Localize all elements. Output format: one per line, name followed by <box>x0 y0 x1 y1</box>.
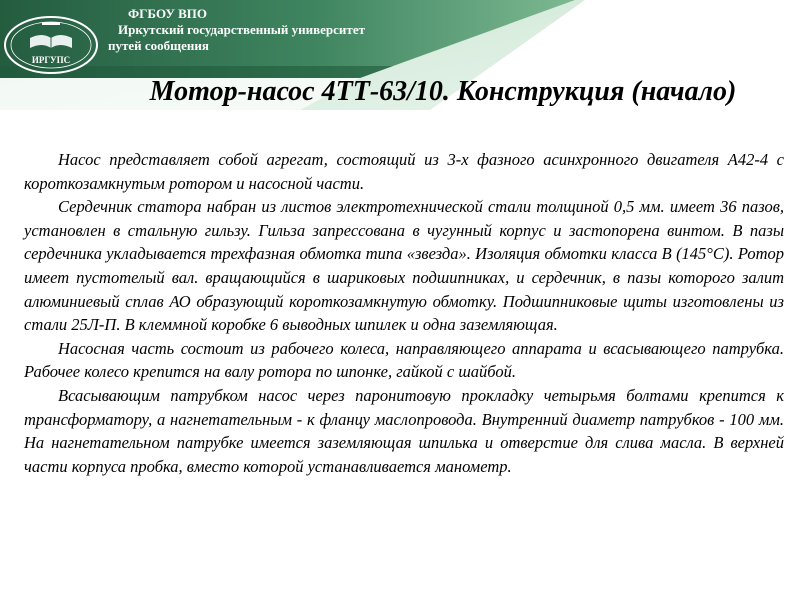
org-line-1: ФГБОУ ВПО <box>128 6 208 21</box>
org-line-2: Иркутский государственный университет <box>118 22 365 37</box>
university-logo <box>2 14 100 76</box>
organization-name <box>104 6 365 54</box>
paragraph-mounting: Всасывающим патрубком насос через паронитовую прокладку четырьмя болтами крепится к трансформатору, а нагнетательным - к фланцу маслопровода. Внутренний диаметр патрубков - 100 мм. На нагнетательном патрубке имеется заземляющая шпилька и отверстие для слива масла. В верхней части корпуса пробка, вместо которой устанавливается манометр. <box>24 385 784 476</box>
paragraph-pump-part: Насосная часть состоит из рабочего колеса, направляющего аппарата и всасывающего патрубка. Рабочее колесо крепится на валу ротора по шпонке, гайкой с шайбой. <box>24 338 784 382</box>
slide-title: Мотор-насос 4ТТ-63/10. Конструкция (начало) <box>149 76 737 107</box>
org-line-3: путей сообщения <box>108 38 209 53</box>
paragraph-intro: Насос представляет собой агрегат, состоящий из 3-х фазного асинхронного двигателя А42-4 с короткозамкнутым ротором и насосной части. <box>24 150 784 193</box>
university-emblem-icon <box>2 14 100 76</box>
slide-body <box>24 148 784 478</box>
logo-abbreviation: ИРГУПС <box>31 55 71 65</box>
paragraph-stator: Сердечник статора набран из листов электротехнической стали толщиной 0,5 мм. имеет 36 пазов, установлен в стальную гильзу. Гильза запрессована в чугунный корпус и застопорена винтом. В пазы сердечника укладывается трехфазная обмотка типа «звезда». Изоляция обмотки класса В (145°С). Ротор имеет пустотелый вал. вращающийся в шариковых подшипниках, и сердечник, в пазы которого залит алюминиевый сплав АО образующий короткозамкнутую обмотку. Подшипниковые щиты изготовлены из стали 25Л-П. В клеммной коробке 6 выводных шпилек и одна заземляющая. <box>24 197 784 335</box>
